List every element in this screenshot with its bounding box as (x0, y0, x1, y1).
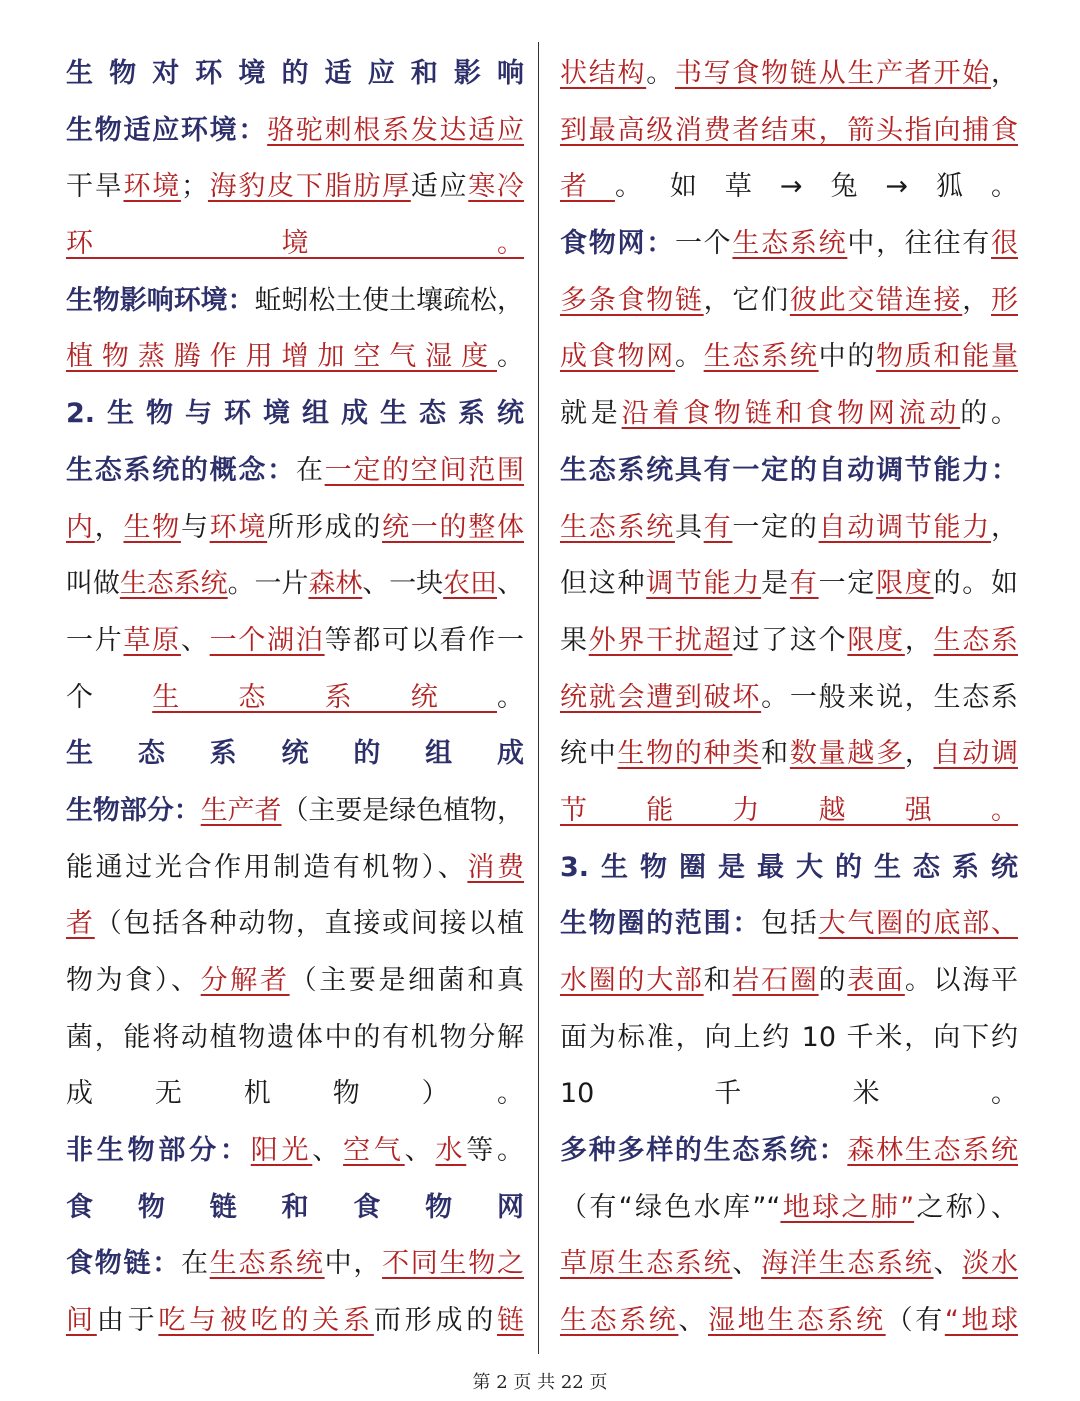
left-text-line (66, 1010, 524, 1067)
underlined-key-text: 数量越多 (789, 738, 905, 770)
underlined-key-text: 地球之肺” (780, 1191, 915, 1223)
underlined-key-text: 自动调节能力 (818, 511, 992, 543)
page-footer: 第 2 页 共 22 页 (472, 1372, 608, 1393)
body-text: ， (991, 58, 1018, 89)
underlined-key-text: 彼此交错连接 (789, 284, 963, 316)
body-text: 、 (312, 1135, 344, 1167)
underlined-key-text: 表面 (847, 965, 905, 996)
heading-text: 生物圈的范围： (560, 908, 762, 940)
heading-text: 生物影响环境： (66, 284, 255, 316)
underlined-key-text: 生物的种类 (617, 738, 762, 770)
body-text: 叫做 (66, 568, 120, 600)
underlined-key-text: 生态系统 (560, 1305, 679, 1337)
body-text: 适应 (410, 171, 469, 203)
body-text: （主要是绿色植物， (281, 794, 524, 826)
heading-text: 非生物部分： (66, 1135, 251, 1167)
underlined-key-text: 不同生物之 (382, 1248, 524, 1280)
right-text-line (560, 329, 1018, 386)
body-text: 。 (497, 681, 524, 713)
underlined-key-text: 限度 (847, 624, 905, 656)
underlined-key-text: 间 (66, 1305, 97, 1337)
body-text: ， (904, 624, 934, 656)
left-text-line (66, 1123, 524, 1180)
underlined-key-text: 链 (497, 1305, 524, 1337)
left-text-line (66, 443, 524, 500)
body-text: （包括各种动物，直接或间接以植 (94, 908, 524, 940)
body-text: 。以海平 (904, 965, 1018, 996)
underlined-key-text: 生产者 (200, 794, 282, 826)
left-text-line (66, 670, 524, 727)
body-text: 菌，能将动植物遗体中的有机物分解 (66, 1021, 524, 1053)
body-text: 成无机物）。 (66, 1078, 524, 1110)
right-text-line (560, 273, 1018, 330)
heading-text: 多种多样的生态系统： (560, 1135, 848, 1167)
underlined-key-text: 生态系统 (560, 511, 675, 543)
body-text: 一定的 (732, 511, 819, 543)
underlined-key-text: 物质和能量 (876, 341, 1018, 373)
underlined-key-text: 有 (703, 511, 733, 543)
body-text: 、 (678, 1305, 709, 1337)
left-text-line (66, 953, 524, 1010)
right-text-line (560, 613, 1018, 670)
right-column (560, 46, 1018, 1350)
body-text: 包括 (761, 908, 819, 940)
right-text-line (560, 726, 1018, 783)
underlined-key-text: 自动调 (933, 738, 1018, 770)
left-text-line (66, 46, 524, 103)
body-text: 个 (66, 681, 153, 713)
underlined-key-text: 一个湖泊 (209, 624, 325, 656)
underlined-key-text: 内 (66, 511, 95, 543)
left-column (66, 46, 524, 1350)
right-text-line (560, 1180, 1018, 1237)
underlined-key-text: 森林 (308, 568, 363, 600)
body-text: 的。 (960, 398, 1018, 430)
left-text-line (66, 783, 524, 840)
body-text: （有“绿色水库”“ (560, 1191, 781, 1223)
body-text: 一个 (674, 228, 733, 260)
underlined-key-text: 生态系统 (732, 228, 848, 260)
body-text: 中，往往有 (847, 228, 992, 260)
right-text-line (560, 783, 1018, 840)
body-text: 。 (674, 341, 704, 373)
body-text: 。一般来说，生态系 (761, 681, 1018, 713)
left-text-line (66, 500, 524, 557)
body-text: 统中 (560, 738, 618, 770)
body-text: 中， (324, 1248, 383, 1280)
heading-text: 生态系统的概念： (66, 454, 296, 486)
underlined-key-text: 分解者 (200, 965, 290, 996)
heading-text: 食物网： (560, 228, 675, 260)
body-text: 中的 (818, 341, 877, 373)
underlined-key-text: 生态系统 (152, 681, 498, 713)
underlined-key-text: 形 (991, 284, 1018, 316)
right-text-line (560, 953, 1018, 1010)
underlined-key-text: 有 (789, 568, 819, 600)
underlined-key-text: 水 (435, 1135, 467, 1167)
underlined-key-text: 统一的整体 (382, 511, 524, 543)
underlined-key-text: “地球 (944, 1305, 1018, 1337)
body-text: 而形成的 (373, 1305, 498, 1337)
heading-text: 生态系统的组成 (66, 738, 524, 770)
body-text: 、一块 (362, 568, 444, 600)
body-text: 在 (295, 454, 325, 486)
underlined-key-text: 水圈的大部 (560, 965, 704, 996)
body-text: 10 千米。 (560, 1078, 1018, 1110)
right-text-line (560, 1066, 1018, 1123)
underlined-key-text: 植物蒸腾作用增加空气湿度 (66, 341, 497, 373)
body-text: 在 (180, 1248, 210, 1280)
right-text-line (560, 896, 1018, 953)
right-text-line (560, 386, 1018, 443)
body-text: 能通过光合作用制造有机物）、 (66, 851, 468, 883)
body-text: 就是 (560, 398, 622, 430)
right-text-line (560, 46, 1018, 103)
underlined-key-text: 草原 (123, 624, 181, 656)
underlined-key-text: 草原生态系统 (560, 1248, 733, 1280)
body-text: 具 (674, 511, 704, 543)
underlined-key-text: 者 (66, 908, 95, 940)
body-text: 一定 (818, 568, 877, 600)
left-text-line (66, 1293, 524, 1350)
underlined-key-text: 骆驼刺根系发达适应 (267, 114, 524, 146)
underlined-key-text: 者 (560, 171, 615, 203)
right-text-line (560, 670, 1018, 727)
heading-text: 2.生物与环境组成生态系统 (66, 398, 524, 430)
body-text: ， (904, 738, 934, 770)
body-text: ， (991, 511, 1018, 543)
body-text: 、 (933, 1248, 963, 1280)
underlined-key-text: 生态系 (933, 624, 1018, 656)
body-text: 由于 (96, 1305, 159, 1337)
body-text: 、 (497, 568, 524, 600)
body-text: 的。如 (933, 568, 1018, 600)
body-text: 和 (761, 738, 790, 770)
body-text: 一片 (66, 624, 124, 656)
left-text-line (66, 726, 524, 783)
body-text: 等。 (466, 1135, 524, 1167)
body-text: 、 (732, 1248, 762, 1280)
underlined-key-text: 阳光 (250, 1135, 313, 1167)
right-text-line (560, 500, 1018, 557)
left-text-line (66, 1180, 524, 1237)
body-text: ， (962, 284, 992, 316)
body-text: 、 (180, 624, 210, 656)
body-text: ，它们 (703, 284, 790, 316)
right-text-line (560, 1010, 1018, 1067)
underlined-key-text: 空气 (343, 1135, 405, 1167)
right-text-line (560, 443, 1018, 500)
heading-text: 生物适应环境： (66, 114, 268, 146)
column-divider (538, 42, 539, 1354)
left-text-line (66, 613, 524, 670)
body-text: 之称）、 (914, 1191, 1018, 1223)
underlined-key-text: 寒冷 (468, 171, 524, 203)
underlined-key-text: 生态系统 (119, 568, 228, 600)
underlined-key-text: 吃与被吃的关系 (158, 1305, 374, 1337)
body-text: 但这种 (560, 568, 647, 600)
left-text-line (66, 896, 524, 953)
body-text: 。 (646, 58, 675, 89)
heading-text: 3.生物圈是最大的生态系统 (560, 851, 1018, 883)
underlined-key-text: 海豹皮下脂肪厚 (207, 171, 411, 203)
underlined-key-text: 限度 (876, 568, 934, 600)
right-text-line (560, 216, 1018, 273)
body-text: 等都可以看作一 (324, 624, 524, 656)
left-text-line (66, 273, 524, 330)
heading-text: 生态系统具有一定的自动调节能力： (560, 454, 1018, 486)
underlined-key-text: 生物 (123, 511, 181, 543)
right-text-line (560, 103, 1018, 160)
underlined-key-text: 海洋生态系统 (761, 1248, 934, 1280)
underlined-key-text: 成食物网 (560, 341, 675, 373)
underlined-key-text: 森林生态系统 (847, 1135, 1018, 1167)
left-text-line (66, 216, 524, 273)
body-text: ； (180, 171, 208, 203)
body-text: 。一片 (227, 568, 309, 600)
heading-text: 生物对环境的适应和影响 (66, 58, 524, 89)
body-text: 和 (703, 965, 733, 996)
right-text-line (560, 159, 1018, 216)
body-text: 干旱 (66, 171, 124, 203)
heading-text: 食物链： (66, 1248, 181, 1280)
underlined-key-text: 消费 (467, 851, 524, 883)
left-text-line (66, 1066, 524, 1123)
heading-text: 食物链和食物网 (66, 1191, 524, 1223)
underlined-key-text: 状结构 (560, 58, 647, 89)
underlined-key-text: 节能力越强。 (560, 794, 1018, 826)
underlined-key-text: 生态系统 (703, 341, 819, 373)
left-text-line (66, 159, 524, 216)
underlined-key-text: 到最高级消费者结束，箭头指向捕食 (560, 114, 1018, 146)
right-text-line (560, 556, 1018, 613)
body-text: 与 (180, 511, 210, 543)
underlined-key-text: 统就会遭到破坏 (560, 681, 762, 713)
left-text-line (66, 329, 524, 386)
body-text: 。 (497, 341, 524, 373)
body-text: 过了这个 (732, 624, 848, 656)
left-text-line (66, 556, 524, 613)
heading-text: 生物部分： (66, 794, 201, 826)
underlined-key-text: 环境 (209, 511, 268, 543)
underlined-key-text: 农田 (443, 568, 497, 600)
underlined-key-text: 湿地生态系统 (708, 1305, 886, 1337)
body-text: 面为标准，向上约 10 千米，向下约 (560, 1021, 1018, 1053)
body-text: （主要是细菌和真 (289, 965, 524, 996)
underlined-key-text: 淡水 (962, 1248, 1018, 1280)
right-text-line (560, 1293, 1018, 1350)
body-text: ， (94, 511, 124, 543)
underlined-key-text: 环境。 (66, 228, 524, 260)
left-text-line (66, 840, 524, 897)
left-text-line (66, 1236, 524, 1293)
left-text-line (66, 386, 524, 443)
underlined-key-text: 沿着食物链和食物网流动 (621, 398, 961, 430)
body-text: 的 (818, 965, 848, 996)
body-text: 。如草→兔→狐。 (614, 171, 1018, 203)
underlined-key-text: 一定的空间范围 (324, 454, 524, 486)
body-text: 果 (560, 624, 589, 656)
right-text-line (560, 840, 1018, 897)
body-text: （有 (885, 1305, 945, 1337)
left-text-line (66, 103, 524, 160)
underlined-key-text: 很 (991, 228, 1018, 260)
body-text: 物为食）、 (66, 965, 201, 996)
underlined-key-text: 大气圈的底部、 (818, 908, 1018, 940)
underlined-key-text: 书写食物链从生产者开始 (674, 58, 992, 89)
underlined-key-text: 外界干扰超 (588, 624, 733, 656)
right-text-line (560, 1123, 1018, 1180)
underlined-key-text: 调节能力 (646, 568, 762, 600)
body-text: 蚯蚓松土使土壤疏松， (254, 284, 524, 316)
underlined-key-text: 环境 (123, 171, 181, 203)
body-text: 是 (761, 568, 790, 600)
body-text: 、 (404, 1135, 436, 1167)
body-text: 所形成的 (267, 511, 383, 543)
underlined-key-text: 岩石圈 (732, 965, 819, 996)
right-text-line (560, 1236, 1018, 1293)
underlined-key-text: 生态系统 (209, 1248, 325, 1280)
underlined-key-text: 多条食物链 (560, 284, 704, 316)
